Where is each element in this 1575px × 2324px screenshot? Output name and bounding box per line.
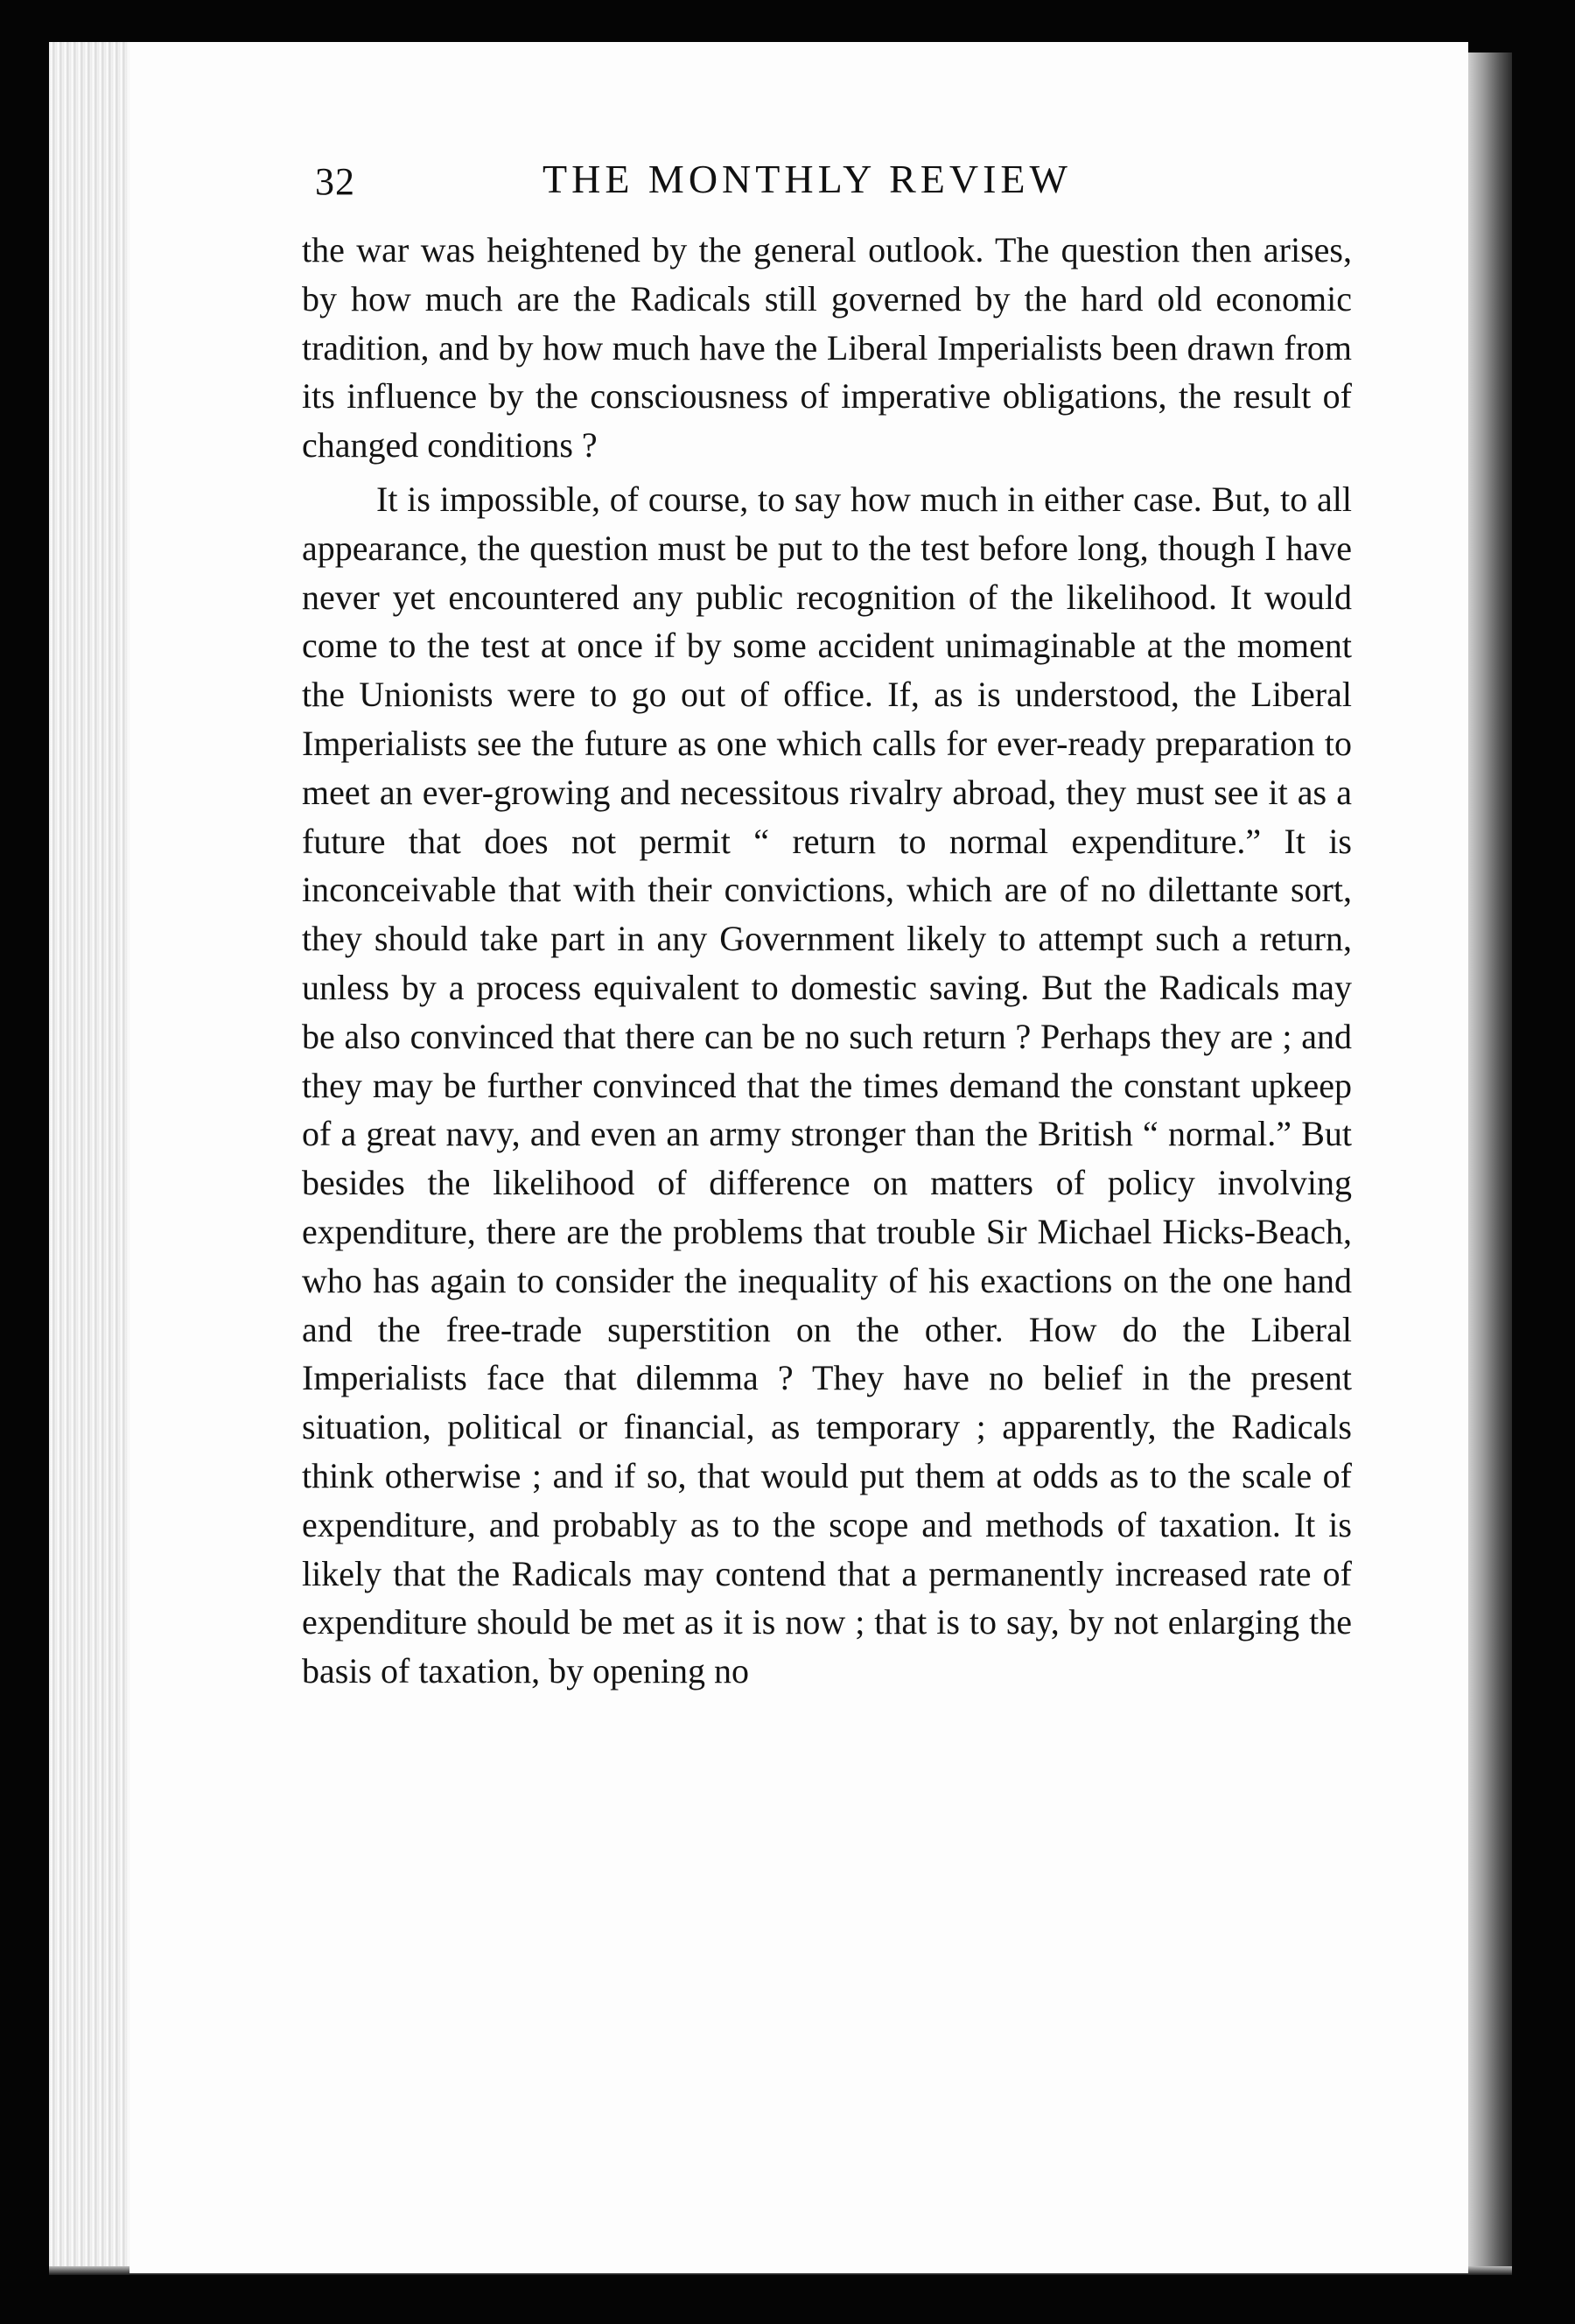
running-header <box>315 156 1312 217</box>
running-title: THE MONTHLY REVIEW <box>542 157 1072 201</box>
page-stack-right-edge <box>1468 52 1512 2275</box>
page-number: 32 <box>315 160 355 203</box>
paragraph-1: the war was heightened by the general outlook. The question then arises, by how much are the Radicals still governed by the hard old economic tradition, and by how much have the Liberal Imperialists been drawn from its influence by the consciousness of imperative obligations, the result of changed conditions ? <box>302 230 1352 466</box>
paragraph-2: It is impossible, of course, to say how much in either case. But, to all appearance, the question must be put to the test before long, though I have never yet encountered any public recognition of the likelihood. It would come to the test at once if by some accident unimaginable at the moment the Unionists were to go out of office. If, as is understood, the Liberal Imperialists see the future as one which calls for ever-ready preparation to meet an ever-growing and necessitous rivalry abroad, they must see it as a future that does not permit “ return to normal expenditure.” It is inconceivable that with their convictions, which are of no dilettante sort, they should take part in any Government likely to attempt such a return, unless by a process equivalent to domestic saving. But the Radicals may be also convinced that there can be no such return ? Perhaps they are ; and they may be further convinced that the times demand the constant upkeep of a great navy, and even an army stronger than the British “ normal.” But besides the likelihood of difference on matters of policy involving expenditure, there are the problems that trouble Sir Michael Hicks-Beach, who has again to consider the inequality of his exactions on the one hand and the free-trade superstition on the other. How do the Liberal Imperialists face that dilemma ? They have no belief in the present situation, political or financial, as temporary ; apparently, the Radicals think otherwise ; and if so, that would put them at odds as to the scale of expenditure, and probably as to the scope and methods of taxation. It is likely that the Radicals may contend that a permanently increased rate of expenditure should be met as it is now ; that is to say, by not enlarging the basis of taxation, by opening no <box>302 479 1352 1691</box>
page-stack-left-edge <box>49 42 136 2273</box>
body-text <box>302 226 1352 1696</box>
